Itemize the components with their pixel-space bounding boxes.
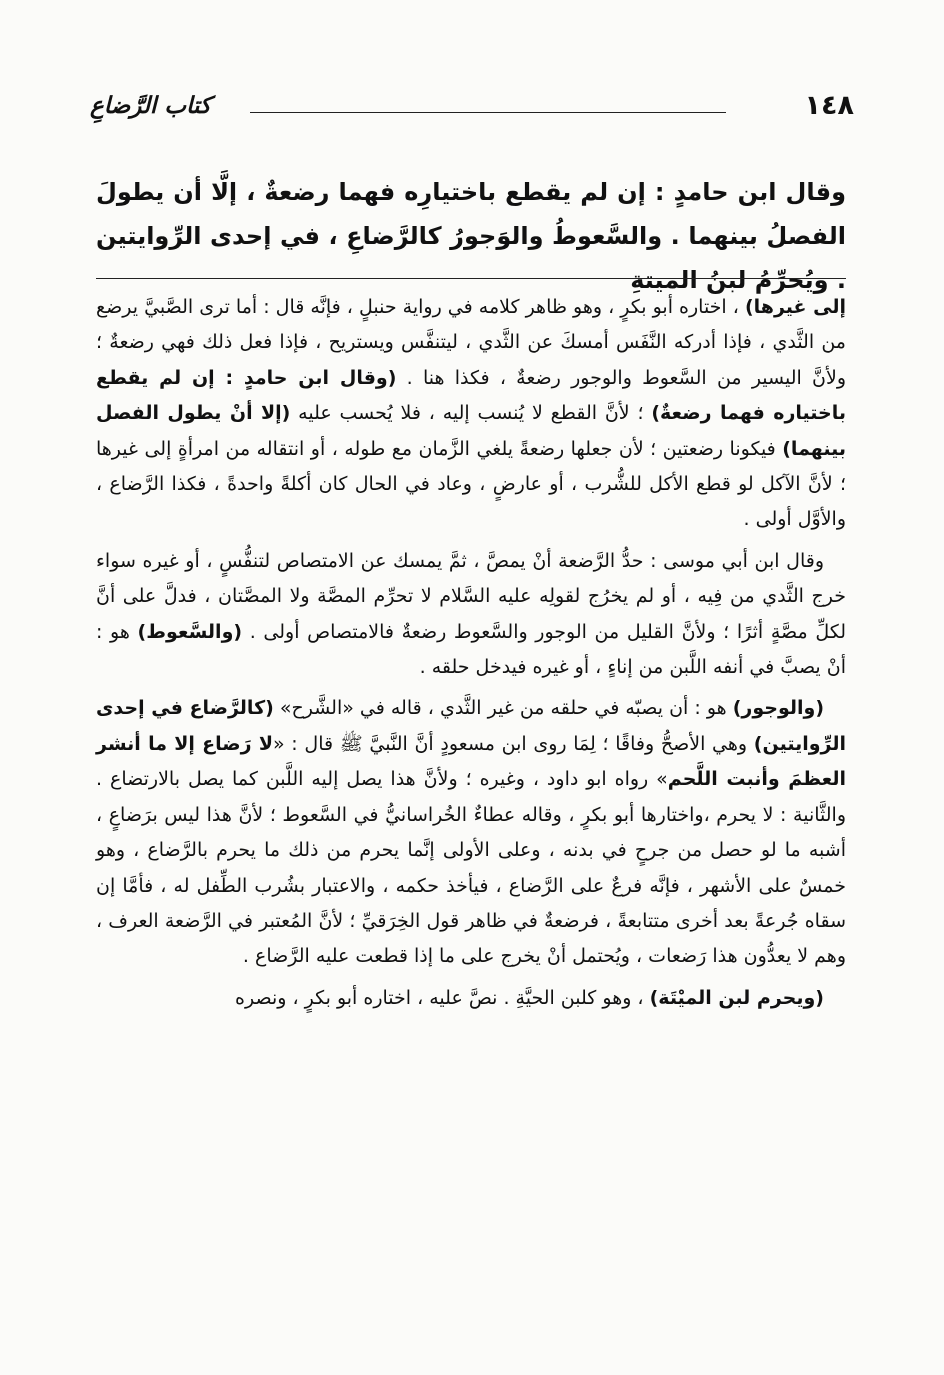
commentary-span: هو : أن يصبّه في حلقه من غير الثَّدي ، قاله في «الشَّرح» <box>273 697 733 720</box>
running-title: كتاب الرَّضاعِ <box>90 92 211 119</box>
commentary-span: وهي الأصحُّ وفاقًا ؛ لِمَا روى ابن مسعودٍ أنَّ النَّبيَّ ﷺ قال : « <box>272 732 754 755</box>
commentary-span: هو : أنْ يصبَّ في أنفه اللَّبن من إناءٍ ، أو غيره فيدخل حلقه . <box>96 620 846 679</box>
section-divider <box>96 278 846 279</box>
commentary-span: فيكونا رضعتين ؛ لأن جعلها رضعةً يلغي الزَّمان مع طوله ، أو انتقاله من امرأةٍ إلى غيرها ؛ لأنَّ الآكل لو قطع الأكل للشُّرب ، أو عارضٍ ، وعاد في الحال كان أكلةً واحدةً ، فكذا الرَّضاع ، والأوَّل أولى . <box>96 437 846 531</box>
commentary-paragraph <box>96 981 846 1016</box>
commentary-text <box>96 290 846 1022</box>
quoted-matn: (والسَّعوط) <box>137 620 243 643</box>
commentary-span: ، اختاره أبو بكرٍ ، وهو ظاهر كلامه في رواية حنبلٍ ، فإنَّه قال : أما ترى الصَّبيَّ يرضع من الثَّدي ، فإذا أدركه النَّفَس أمسكَ عن الثَّدي ، ليتنفَّس ويستريح ، فإذا فعل ذلك فهي رضعةٌ ؛ ولأنَّ اليسير من السَّعوط والوجور رضعةٌ ، فكذا هنا . <box>96 296 846 389</box>
commentary-span: وقال ابن أبي موسى : حدُّ الرَّضعة أنْ يمصَّ ، ثمَّ يمسك عن الامتصاص لتنفُّسٍ ، أو غيره سواء خرج الثَّدي من فِيه ، أو لم يخرُج لقولِه عليه السَّلام لا تحرِّم المصَّة ولا المصَّتان ، فدلَّ على أنَّ لكلِّ مصَّةٍ أثرًا ؛ ولأنَّ القليل من الوجور والسَّعوط رضعةٌ فالامتصاص أولى . <box>96 549 846 643</box>
quoted-matn: (إلا أنْ يطول الفصل بينهما) <box>96 402 846 460</box>
commentary-paragraph <box>96 544 846 686</box>
quoted-matn: (كالرَّضاع في إحدى الرِّوايتين) <box>96 697 846 755</box>
quoted-matn: إلى غيرها) <box>744 296 846 318</box>
commentary-span: ؛ لأنَّ القطع لا يُنسب إليه ، فلا يُحسب عليه <box>290 402 652 425</box>
page-header <box>90 88 854 128</box>
page-number: ١٤٨ <box>804 90 854 121</box>
commentary-paragraph <box>96 290 846 538</box>
commentary-span: ، وهو كلبن الحيَّةِ . نصَّ عليه ، اختاره أبو بكرٍ ، ونصره <box>235 986 650 1009</box>
header-rule <box>250 112 726 113</box>
quoted-matn: (والوجور) <box>732 697 824 720</box>
quoted-matn: لا رَضاع إلا ما أنشر العظمَ وأنبت اللَّحم <box>96 732 846 791</box>
quoted-matn: (وقال ابن حامدٍ : إن لم يقطع باختياره فهما رضعةٌ) <box>96 366 846 425</box>
commentary-paragraph <box>96 691 846 974</box>
commentary-span: » رواه ابو داود ، وغيره ؛ ولأنَّ هذا يصل إليه اللَّبن كما يصل بالارتضاع . والثَّانية : لا يحرم ،واختارها أبو بكرٍ ، وقاله عطاءٌ الخُراسانيُّ في السَّعوط ؛ لأنَّ هذا ليس برَضاعٍ ، أشبه ما لو حصل من جرحٍ في بدنه ، وعلى الأولى إنَّما يحرم من ذلك ما يحرم بالرَّضاع ، وهو خمسٌ على الأشهر ، فإنَّه فرعٌ على الرَّضاع ، فيأخذ حكمه ، والاعتبار بشُرب الطِّفل له ، فأمَّا إن سقاه جُرعةً بعد أخرى متتابعةً ، فرضعةٌ في ظاهر قول الخِرَقيِّ ؛ لأنَّ المُعتبر في الرَّضعة العرف ، وهم لا يعدُّون هذا رَضعات ، ويُحتمل أنْ يخرج على ما إذا قطعت عليه الرَّضاع . <box>96 768 846 968</box>
main-text: وقال ابن حامدٍ : إن لم يقطع باختيارِه فهما رضعةٌ ، إلَّا أن يطولَ الفصلُ بينهما . والسَّعوطُ والوَجورُ كالرَّضاعِ ، في إحدى الرِّوايتين . ويُحرِّمُ لبنُ الميتةِ <box>96 178 846 294</box>
quoted-matn: (ويحرم لبن الميْتَة) <box>649 986 824 1009</box>
